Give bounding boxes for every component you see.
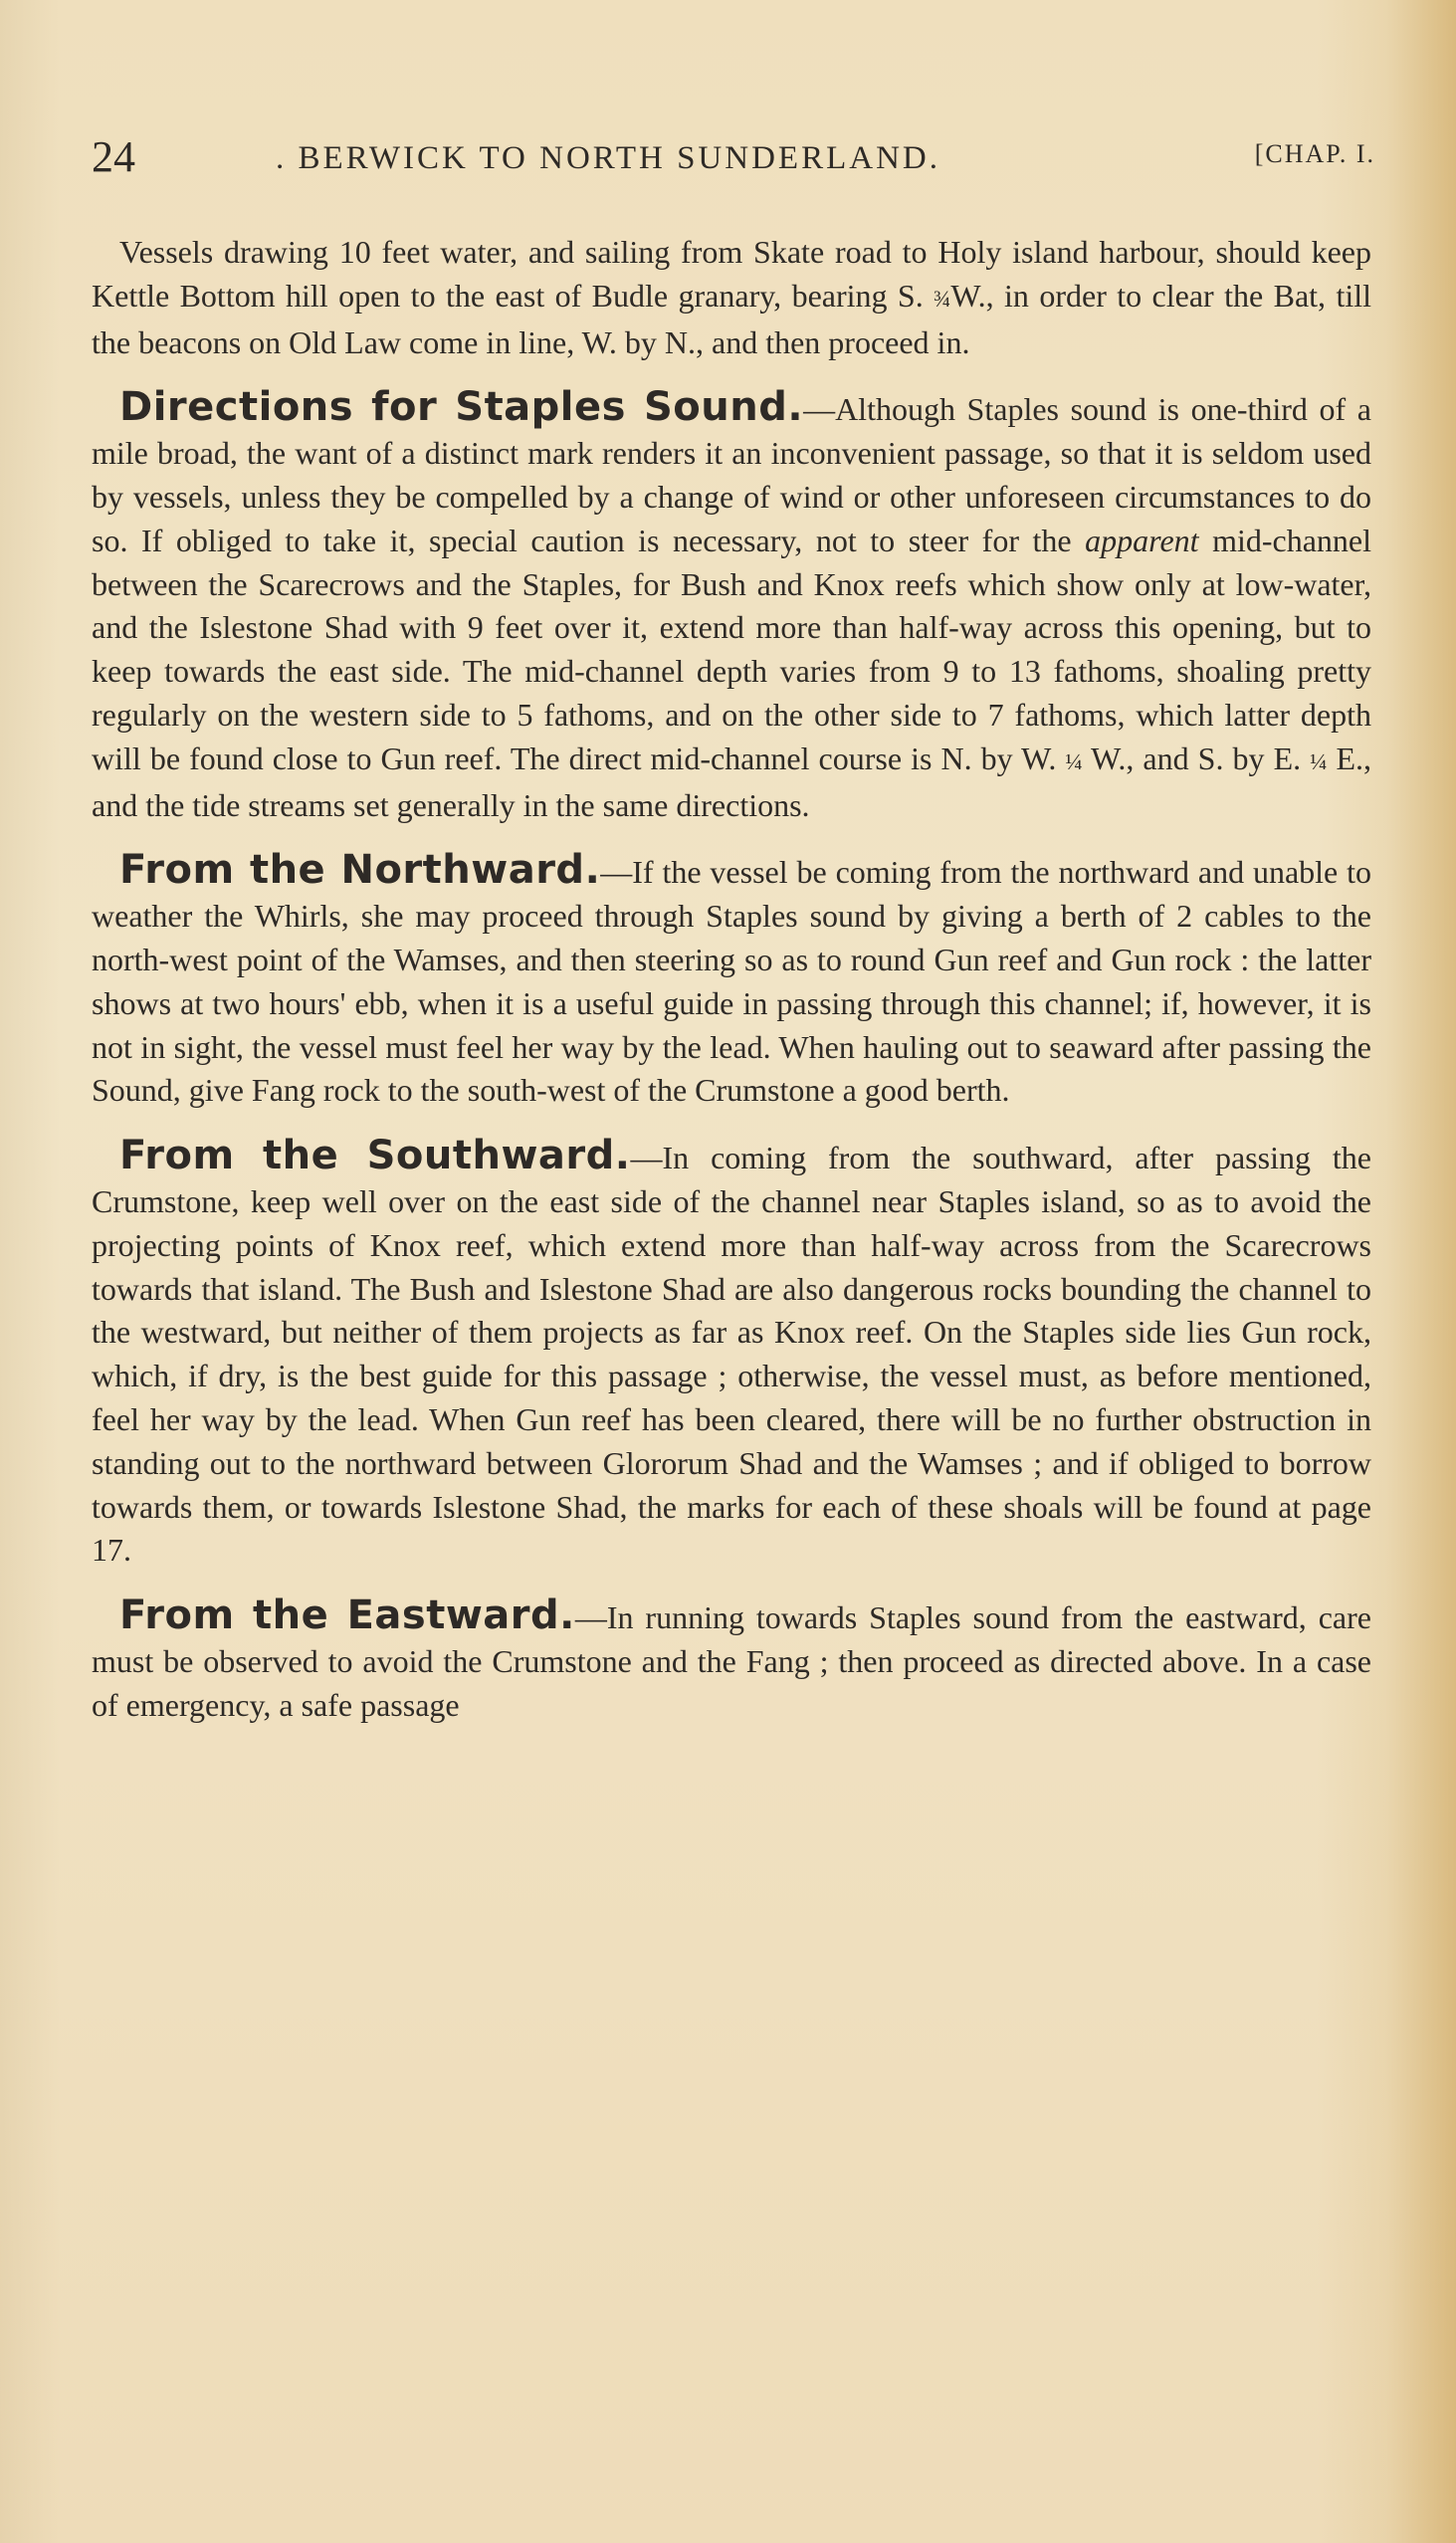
section-from-southward xyxy=(92,1135,1371,1573)
section-heading: From the Northward. xyxy=(119,847,601,894)
paragraph-text: Although Staples sound is one-third of a mile broad, the want of a distinct mark renders it an inconvenient passage, so that it is seldom used by vessels, unless they be compelled by a change of wind or other unforeseen circumstances to do so. If obliged to take it, special caution is necessary, not to steer for the xyxy=(92,391,1371,558)
paragraph-skate-road xyxy=(92,231,1371,364)
body-text xyxy=(92,231,1371,1728)
italic-word: apparent xyxy=(1085,522,1199,558)
section-heading: From the Southward. xyxy=(119,1133,631,1179)
fraction: ¼ xyxy=(1065,748,1083,774)
paragraph-text: In coming from the southward, after passing the Crumstone, keep well over on the east side of the channel near Staples island, so as to avoid the projecting points of Knox reef, which extend more than half-way across from the Scarecrows towards that island. The Bush and Islestone Shad are also dangerous rocks bounding the channel to the westward, but neither of them projects as far as Knox reef. On the Staples side lies Gun rock, which, if dry, is the best guide for this passage ; otherwise, the vessel must, as before mentioned, feel her way by the lead. When Gun reef has been cleared, there will be no further obstruction in standing out to the northward between Glororum Shad and the Wamses ; and if obliged to borrow towards them, or towards Islestone Shad, the marks for each of these shoals will be found at page 17. xyxy=(92,1140,1372,1569)
em-dash: — xyxy=(803,391,836,428)
running-title: . BERWICK TO NORTH SUNDERLAND. xyxy=(276,140,940,176)
paragraph-text: mid-channel between the Scarecrows and the Staples, for Bush and Knox reefs which show only at low-water, and the Islestone Shad with 9 feet over it, extend more than half-way across this opening, but to keep towards the east side. The mid-channel depth varies from 9 to 13 fathoms, shoaling pretty regularly on the western side to 5 fathoms, and on the other side to 7 fathoms, which latter depth will be found close to Gun reef. The direct mid-channel course is N. by W. xyxy=(92,522,1372,776)
paragraph-text: W., in order to clear the Bat, till the beacons on Old Law come in line, W. by N., and then proceed in. xyxy=(92,277,1372,360)
paragraph-text: If the vessel be coming from the northward and unable to weather the Whirls, she may proceed through Staples sound by giving a berth of 2 cables to the north-west point of the Wamses, and then steering so as to round Gun reef and Gun rock : the latter shows at two hours' ebb, when it is a useful guide in passing through this channel; if, however, it is not in sight, the vessel must feel her way by the lead. When hauling out to seaward after passing the Sound, give Fang rock to the south-west of the Crumstone a good berth. xyxy=(92,854,1372,1109)
section-from-eastward xyxy=(92,1594,1371,1727)
section-staples-sound xyxy=(92,386,1371,827)
section-heading: Directions for Staples Sound. xyxy=(119,384,804,431)
section-heading: From the Eastward. xyxy=(119,1592,575,1639)
paragraph-text: E., and the tide streams set generally in the same directions. xyxy=(92,740,1372,823)
paragraph-text: In running towards Staples sound from the eastward, care must be observed to avoid the Crumstone and the Fang ; then proceed as directed above. In a case of emergency, a safe passage xyxy=(92,1599,1371,1723)
chapter-reference: [CHAP. I. xyxy=(1254,139,1375,168)
paragraph-text: Vessels drawing 10 feet water, and sailing from Skate road to Holy island harbour, should keep Kettle Bottom hill open to the east of Budle granary, bearing S. xyxy=(92,234,1371,314)
em-dash: — xyxy=(574,1599,607,1636)
section-from-northward xyxy=(92,849,1371,1113)
fraction: ¼ xyxy=(1310,748,1328,774)
fraction: ¾ xyxy=(934,286,951,312)
em-dash: — xyxy=(600,854,633,891)
page-number: 24 xyxy=(92,132,135,181)
page-header xyxy=(92,131,1375,191)
em-dash: — xyxy=(630,1140,663,1176)
paragraph-text: W., and S. by E. xyxy=(1082,740,1311,776)
